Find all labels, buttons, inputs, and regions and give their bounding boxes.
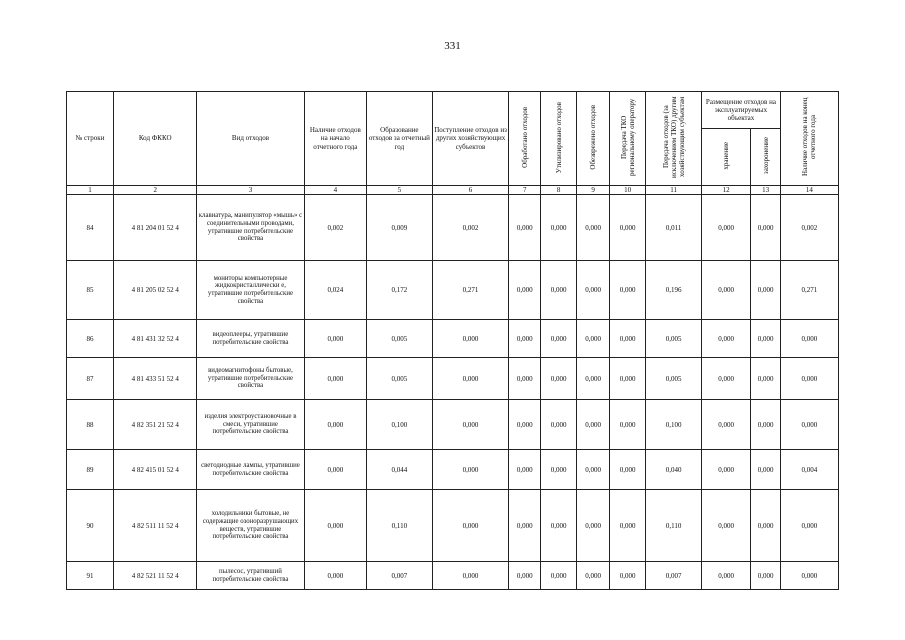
value-cell: 0,000 — [541, 320, 577, 358]
row-number: 85 — [67, 261, 114, 320]
value-cell: 0,040 — [646, 450, 702, 490]
header-neutralized: Обезврежено отходов — [577, 92, 610, 186]
column-number: 4 — [304, 186, 366, 195]
value-cell: 0,000 — [610, 320, 646, 358]
value-cell: 0,000 — [610, 450, 646, 490]
value-cell: 0,011 — [646, 195, 702, 261]
header-processed: Обработано отходов — [509, 92, 541, 186]
value-cell: 0,000 — [509, 320, 541, 358]
value-cell: 0,005 — [367, 320, 433, 358]
column-number: 6 — [432, 186, 509, 195]
value-cell: 0,000 — [541, 400, 577, 450]
header-waste-type: Вид отходов — [197, 92, 304, 186]
value-cell: 0,044 — [367, 450, 433, 490]
value-cell: 0,000 — [509, 358, 541, 400]
waste-table — [66, 91, 839, 590]
header-burial: захоронение — [751, 129, 781, 186]
value-cell: 0,000 — [577, 450, 610, 490]
value-cell: 0,002 — [304, 195, 366, 261]
fkko-code: 4 82 351 21 52 4 — [114, 400, 197, 450]
fkko-code: 4 81 205 02 52 4 — [114, 261, 197, 320]
value-cell: 0,000 — [610, 562, 646, 590]
value-cell: 0,000 — [541, 490, 577, 562]
header-to-others: Передача отходов (за исключением ТКО) другим хозяйствующим субъектам — [646, 92, 702, 186]
value-cell: 0,000 — [702, 261, 751, 320]
column-number: 10 — [610, 186, 646, 195]
value-cell: 0,000 — [577, 358, 610, 400]
table-row — [67, 562, 839, 590]
value-cell: 0,000 — [577, 320, 610, 358]
fkko-code: 4 81 433 51 52 4 — [114, 358, 197, 400]
value-cell: 0,000 — [751, 490, 781, 562]
value-cell: 0,007 — [367, 562, 433, 590]
waste-name: холодильники бытовые, не содержащие озоноразрушающих веществ, утратившие потребительские свойства — [197, 490, 304, 562]
value-cell: 0,000 — [780, 562, 838, 590]
value-cell: 0,000 — [702, 320, 751, 358]
table-row — [67, 358, 839, 400]
column-number: 7 — [509, 186, 541, 195]
table-row — [67, 261, 839, 320]
table-row — [67, 450, 839, 490]
waste-name: клавиатура, манипулятор «мышь» с соединительными проводами, утратившие потребительские свойства — [197, 195, 304, 261]
value-cell: 0,000 — [702, 195, 751, 261]
value-cell: 0,002 — [432, 195, 509, 261]
value-cell: 0,000 — [304, 320, 366, 358]
waste-name: видеоплееры, утратившие потребительские свойства — [197, 320, 304, 358]
value-cell: 0,000 — [304, 562, 366, 590]
waste-name: видеомагнитофоны бытовые, утратившие потребительские свойства — [197, 358, 304, 400]
header-to-operator: Передача ТКО региональному оператору — [610, 92, 646, 186]
row-number: 84 — [67, 195, 114, 261]
value-cell: 0,000 — [541, 195, 577, 261]
header-received: Поступление отходов из других хозяйствующих субъектов — [432, 92, 509, 186]
waste-name: пылесос, утративший потребительские свойства — [197, 562, 304, 590]
value-cell: 0,110 — [367, 490, 433, 562]
value-cell: 0,000 — [751, 320, 781, 358]
value-cell: 0,024 — [304, 261, 366, 320]
value-cell: 0,000 — [541, 261, 577, 320]
value-cell: 0,004 — [780, 450, 838, 490]
value-cell: 0,007 — [646, 562, 702, 590]
value-cell: 0,000 — [541, 358, 577, 400]
header-row-no: № строки — [67, 92, 114, 186]
header-utilized: Утилизировано отходов — [541, 92, 577, 186]
value-cell: 0,000 — [702, 400, 751, 450]
value-cell: 0,196 — [646, 261, 702, 320]
column-number: 8 — [541, 186, 577, 195]
value-cell: 0,000 — [509, 490, 541, 562]
fkko-code: 4 81 431 32 52 4 — [114, 320, 197, 358]
value-cell: 0,000 — [610, 490, 646, 562]
value-cell: 0,000 — [509, 195, 541, 261]
value-cell: 0,002 — [780, 195, 838, 261]
value-cell: 0,000 — [541, 562, 577, 590]
value-cell: 0,000 — [509, 400, 541, 450]
value-cell: 0,000 — [702, 490, 751, 562]
waste-name: мониторы компьютерные жидкокристаллически е, утратившие потребительские свойства — [197, 261, 304, 320]
value-cell: 0,000 — [577, 261, 610, 320]
value-cell: 0,271 — [432, 261, 509, 320]
column-number-row — [67, 186, 839, 195]
value-cell: 0,000 — [751, 195, 781, 261]
value-cell: 0,110 — [646, 490, 702, 562]
fkko-code: 4 82 511 11 52 4 — [114, 490, 197, 562]
value-cell: 0,005 — [646, 358, 702, 400]
value-cell: 0,000 — [610, 195, 646, 261]
header-row-top — [67, 92, 839, 129]
column-number: 14 — [780, 186, 838, 195]
value-cell: 0,000 — [432, 320, 509, 358]
row-number: 86 — [67, 320, 114, 358]
value-cell: 0,000 — [304, 450, 366, 490]
table-row — [67, 490, 839, 562]
value-cell: 0,000 — [541, 450, 577, 490]
value-cell: 0,000 — [509, 450, 541, 490]
table-row — [67, 320, 839, 358]
table-row — [67, 195, 839, 261]
value-cell: 0,000 — [432, 450, 509, 490]
row-number: 89 — [67, 450, 114, 490]
fkko-code: 4 81 204 01 52 4 — [114, 195, 197, 261]
column-number: 5 — [367, 186, 433, 195]
value-cell: 0,000 — [751, 450, 781, 490]
value-cell: 0,100 — [646, 400, 702, 450]
value-cell: 0,000 — [432, 490, 509, 562]
value-cell: 0,000 — [509, 261, 541, 320]
value-cell: 0,172 — [367, 261, 433, 320]
column-number: 9 — [577, 186, 610, 195]
header-end-balance: Наличие отходов на конец отчетного года — [780, 92, 838, 186]
header-storage: хранение — [702, 129, 751, 186]
value-cell: 0,000 — [751, 400, 781, 450]
column-number: 12 — [702, 186, 751, 195]
value-cell: 0,009 — [367, 195, 433, 261]
header-fkko: Код ФККО — [114, 92, 197, 186]
column-number: 1 — [67, 186, 114, 195]
column-number: 13 — [751, 186, 781, 195]
row-number: 88 — [67, 400, 114, 450]
value-cell: 0,000 — [610, 400, 646, 450]
value-cell: 0,000 — [702, 450, 751, 490]
value-cell: 0,000 — [610, 261, 646, 320]
value-cell: 0,005 — [646, 320, 702, 358]
header-placement: Размещение отходов на эксплуатируемых объектах — [702, 92, 781, 129]
value-cell: 0,000 — [780, 400, 838, 450]
value-cell: 0,000 — [432, 400, 509, 450]
row-number: 90 — [67, 490, 114, 562]
column-number: 11 — [646, 186, 702, 195]
row-number: 87 — [67, 358, 114, 400]
value-cell: 0,000 — [432, 358, 509, 400]
value-cell: 0,000 — [304, 490, 366, 562]
value-cell: 0,000 — [304, 400, 366, 450]
row-number: 91 — [67, 562, 114, 590]
value-cell: 0,000 — [751, 562, 781, 590]
column-number: 2 — [114, 186, 197, 195]
value-cell: 0,000 — [702, 358, 751, 400]
header-start-balance: Наличие отходов на начало отчетного года — [304, 92, 366, 186]
value-cell: 0,000 — [751, 358, 781, 400]
value-cell: 0,000 — [577, 400, 610, 450]
value-cell: 0,000 — [780, 490, 838, 562]
header-generated: Образование отходов за отчетный год — [367, 92, 433, 186]
table-row — [67, 400, 839, 450]
value-cell: 0,000 — [577, 562, 610, 590]
value-cell: 0,000 — [610, 358, 646, 400]
value-cell: 0,005 — [367, 358, 433, 400]
waste-name: светодиодные лампы, утратившие потребительские свойства — [197, 450, 304, 490]
value-cell: 0,000 — [702, 562, 751, 590]
waste-name: изделия электроустановочные в смеси, утратившие потребительские свойства — [197, 400, 304, 450]
value-cell: 0,100 — [367, 400, 433, 450]
fkko-code: 4 82 521 11 52 4 — [114, 562, 197, 590]
value-cell: 0,271 — [780, 261, 838, 320]
value-cell: 0,000 — [509, 562, 541, 590]
column-number: 3 — [197, 186, 304, 195]
value-cell: 0,000 — [780, 358, 838, 400]
value-cell: 0,000 — [751, 261, 781, 320]
value-cell: 0,000 — [577, 490, 610, 562]
value-cell: 0,000 — [304, 358, 366, 400]
page-number: 331 — [444, 40, 461, 52]
value-cell: 0,000 — [780, 320, 838, 358]
value-cell: 0,000 — [577, 195, 610, 261]
value-cell: 0,000 — [432, 562, 509, 590]
fkko-code: 4 82 415 01 52 4 — [114, 450, 197, 490]
